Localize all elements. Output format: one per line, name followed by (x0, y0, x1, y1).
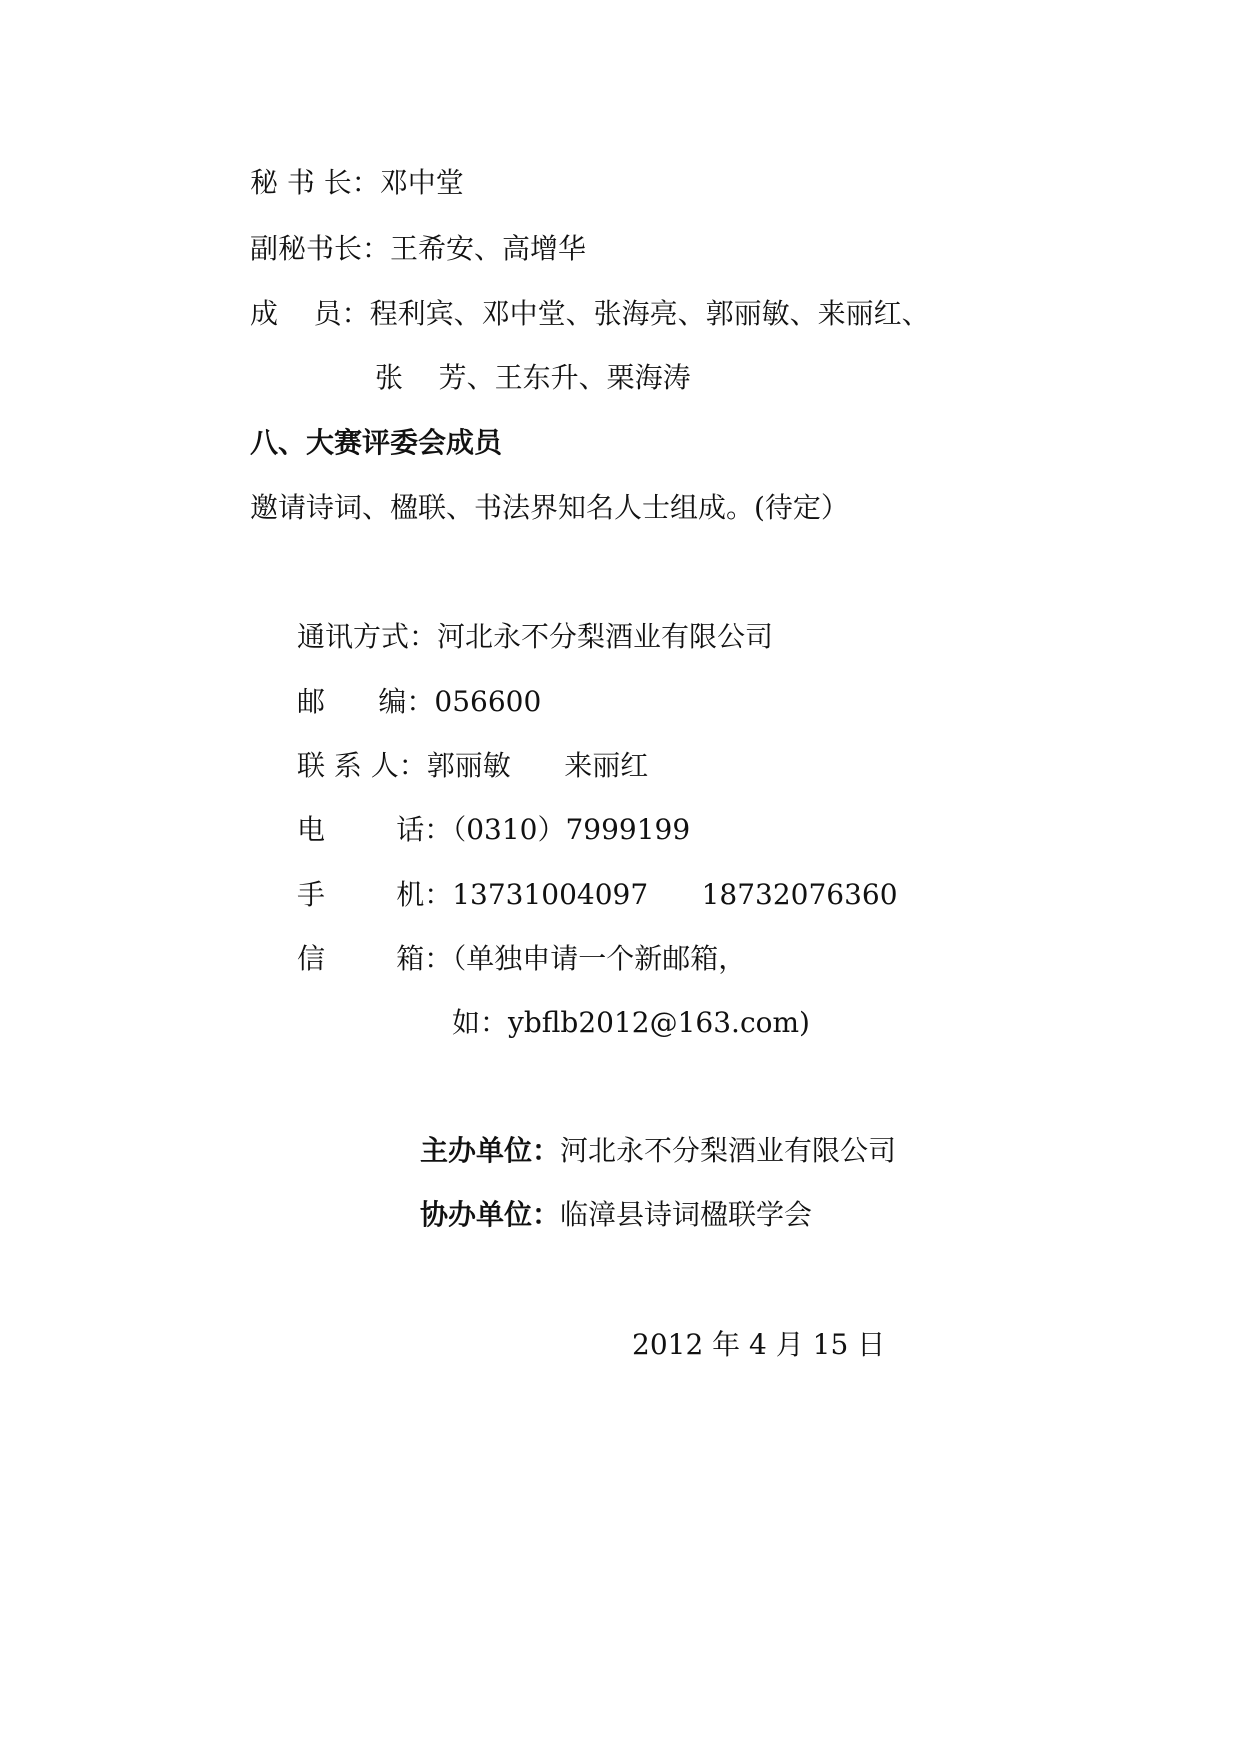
cohost-label: 协办单位： (420, 1198, 561, 1231)
contact-phone: 电 话：（0310）7999199 (297, 813, 691, 846)
host-organizer-line (420, 1134, 896, 1168)
cohost-organizer-line (420, 1198, 812, 1232)
host-label: 主办单位： (420, 1134, 561, 1167)
contact-mobile: 手 机：13731004097 18732076360 (297, 878, 898, 911)
judges-heading: 八、大赛评委会成员 (250, 426, 503, 459)
document-date: 2012 年 4 月 15 日 (632, 1328, 886, 1361)
contact-person: 联 系 人：郭丽敏 来丽红 (297, 749, 649, 782)
contact-postcode: 邮 编：056600 (297, 685, 542, 718)
deputy-secretary-general-line: 副秘书长：王希安、高增华 (250, 232, 587, 265)
contact-address: 通讯方式：河北永不分梨酒业有限公司 (297, 620, 774, 653)
members-line-1: 成 员：程利宾、邓中堂、张海亮、郭丽敏、来丽红、 (250, 297, 930, 330)
contact-mailbox-example: 如：ybflb2012@163.com) (452, 1006, 810, 1039)
judges-text: 邀请诗词、楹联、书法界知名人士组成。(待定） (250, 491, 849, 524)
members-line-2: 张 芳、王东升、栗海涛 (375, 361, 691, 394)
contact-mailbox: 信 箱：（单独申请一个新邮箱， (297, 942, 747, 975)
secretary-general-line: 秘 书 长：邓中堂 (250, 166, 464, 199)
cohost-value: 临漳县诗词楹联学会 (560, 1198, 813, 1231)
host-value: 河北永不分梨酒业有限公司 (560, 1134, 897, 1167)
